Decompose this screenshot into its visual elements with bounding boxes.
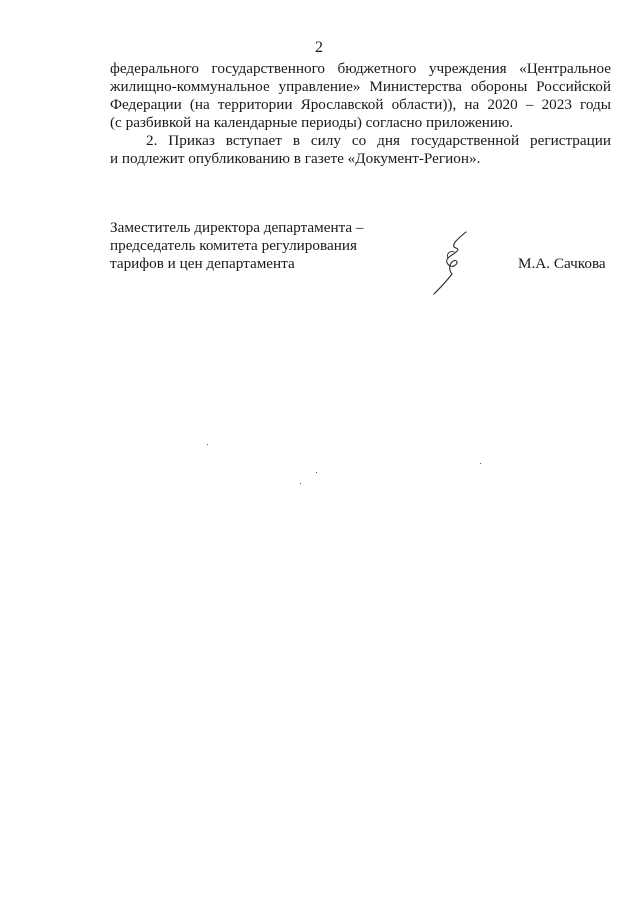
paragraph-1-line: жилищно-коммунальное управление» Министерства обороны Российской [110,78,611,95]
paragraph-1-line: федерального государственного бюджетного учреждения «Центральное [110,60,611,77]
paragraph-1-line: (с разбивкой на календарные периоды) согласно приложению. [110,114,514,131]
scan-speck [316,472,317,473]
scan-speck [300,483,301,484]
body-text [110,60,611,168]
scan-speck [207,444,208,445]
handwritten-signature [426,228,476,298]
paragraph-1-line: Федерации (на территории Ярославской области)), на 2020 – 2023 годы [110,96,611,113]
signatory-title [110,219,370,273]
page-number-text: 2 [315,39,323,56]
paragraph-2 [110,132,611,168]
signatory-title-line: Заместитель директора департамента – [110,219,364,236]
page-number [0,39,640,57]
signatory-title-line: тарифов и цен департамента [110,255,295,272]
paragraph-2-line: и подлежит опубликованию в газете «Документ-Регион». [110,150,481,167]
scan-speck [480,463,481,464]
paragraph-1 [110,60,611,132]
paragraph-2-line: 2. Приказ вступает в силу со дня государственной регистрации [146,132,611,149]
signatory-name: М.А. Сачкова [518,255,606,272]
signatory-title-line: председатель комитета регулирования [110,237,357,254]
